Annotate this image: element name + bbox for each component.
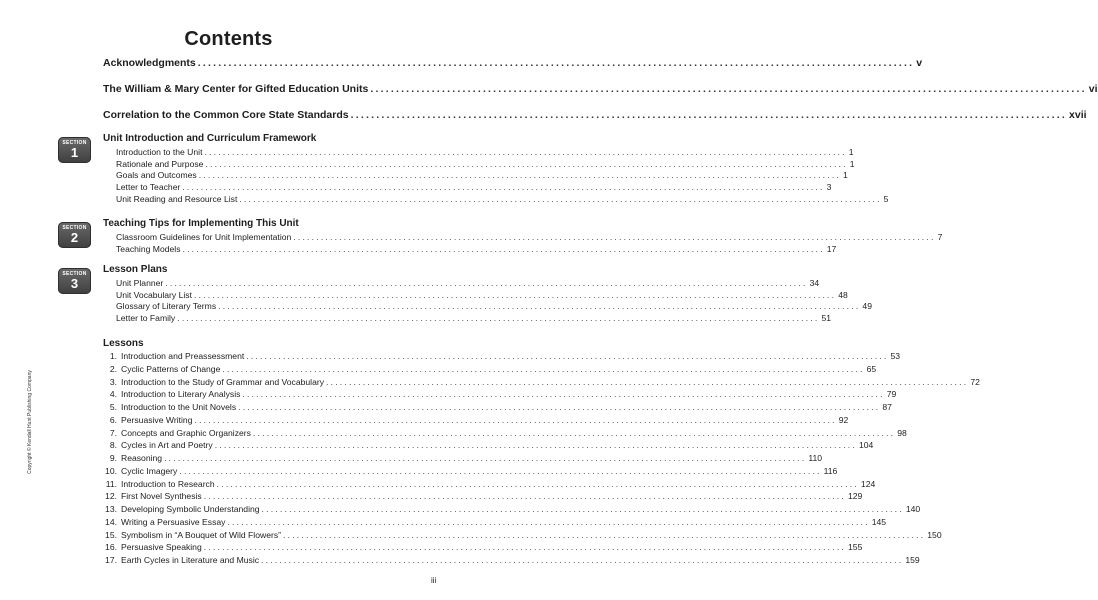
toc-entry-label: The William & Mary Center for Gifted Education Units <box>103 83 369 95</box>
toc-entry-label <box>103 555 259 565</box>
toc-entry-page: 124 <box>860 478 876 489</box>
toc-entry-label <box>103 351 244 361</box>
toc-entry-page: 48 <box>838 289 848 300</box>
leader-dots: ............................................................................................................................................ <box>370 83 1087 95</box>
lesson-entry[interactable] <box>103 414 849 425</box>
lesson-title: Cyclic Patterns of Change <box>121 363 221 374</box>
lesson-number: 1. <box>109 351 117 361</box>
leader-dots: ............................................................................................................................................ <box>182 243 825 254</box>
toc-entry-label <box>103 466 177 476</box>
leader-dots: ............................................................................................................................................ <box>283 529 926 540</box>
leader-dots: ............................................................................................................................................ <box>165 278 808 288</box>
lesson-number: 6. <box>109 414 117 425</box>
lesson-entry[interactable] <box>103 389 897 400</box>
section-1-entry[interactable] <box>116 193 889 204</box>
leader-dots: ............................................................................................................................................ <box>326 376 969 387</box>
section-2-badge: SECTION 2 <box>58 222 91 248</box>
section-1-entry[interactable] <box>116 158 855 169</box>
lesson-number: 3. <box>109 376 117 387</box>
lesson-title: Earth Cycles in Literature and Music <box>121 555 260 565</box>
section-2-entry[interactable] <box>116 243 837 254</box>
lesson-entry[interactable] <box>103 542 863 553</box>
toc-entry-page: 155 <box>848 542 863 553</box>
section-3-entry[interactable] <box>116 289 848 300</box>
toc-entry-page: 51 <box>821 313 832 324</box>
leader-dots: ............................................................................................................................................ <box>242 389 885 400</box>
toc-entry-label: Unit Planner <box>116 278 164 288</box>
lesson-number: 8. <box>109 440 117 451</box>
lesson-entry[interactable] <box>103 351 901 361</box>
section-3-heading: Lesson Plans <box>103 264 168 275</box>
section-3-entry[interactable] <box>116 278 820 288</box>
toc-entry-label <box>103 415 192 425</box>
toc-entry-label <box>103 530 281 540</box>
toc-entry-page: 53 <box>890 351 901 361</box>
lesson-number: 13. <box>105 504 117 514</box>
toc-entry-label <box>103 377 324 387</box>
lesson-entry[interactable] <box>103 465 838 476</box>
leader-dots: ............................................................................................................................................ <box>222 363 865 374</box>
leader-dots: ............................................................................................................................................ <box>193 289 837 300</box>
leader-dots: ............................................................................................................................................ <box>203 542 847 553</box>
lesson-title: Cycles in Art and Poetry <box>121 440 213 451</box>
leader-dots: ............................................................................................................................................ <box>261 504 904 514</box>
toc-entry-page: 116 <box>823 465 838 476</box>
toc-entry-page: 5 <box>883 193 889 204</box>
lesson-entry[interactable] <box>103 402 892 412</box>
toc-entry-page: 92 <box>838 414 849 425</box>
lesson-entry[interactable] <box>103 453 823 463</box>
toc-entry-page: 17 <box>826 243 837 254</box>
lesson-entry[interactable] <box>103 491 863 502</box>
toc-entry-label: Acknowledgments <box>103 57 196 69</box>
lesson-title: Introduction to the Study of Grammar and Vocabulary <box>121 376 325 387</box>
lesson-title: Cyclic Imagery <box>121 465 178 476</box>
toc-entry-page: 1 <box>849 158 855 169</box>
lesson-number: 5. <box>109 402 117 412</box>
toc-entry-label: Letter to Family <box>116 313 176 324</box>
leader-dots: ............................................................................................................................................ <box>214 440 857 451</box>
section-3-entry[interactable] <box>116 313 832 324</box>
toc-entry-label <box>103 491 202 501</box>
lesson-number: 16. <box>105 542 117 553</box>
leader-dots: ............................................................................................................................................ <box>182 182 825 193</box>
toc-entry-label <box>103 517 225 527</box>
lesson-number: 12. <box>105 491 117 502</box>
toc-entry-common-core[interactable] <box>103 109 1087 121</box>
toc-entry-page: 1 <box>843 170 848 181</box>
leader-dots: ............................................................................................................................................ <box>261 555 904 565</box>
leader-dots: ............................................................................................................................................ <box>239 193 882 204</box>
toc-entry-page: 1 <box>848 147 854 157</box>
leader-dots: ............................................................................................................................................ <box>164 453 807 463</box>
toc-entry-page: 129 <box>848 491 863 502</box>
lesson-title: Persuasive Writing <box>121 414 193 425</box>
leader-dots: ............................................................................................................................................ <box>246 351 889 361</box>
lesson-title: Symbolism in “A Bouquet of Wild Flowers” <box>121 529 281 540</box>
toc-entry-page: 145 <box>871 516 887 527</box>
lesson-title: Introduction to the Unit Novels <box>121 402 237 412</box>
toc-entry-page: 150 <box>927 529 942 540</box>
leader-dots: ............................................................................................................................................ <box>216 478 859 489</box>
page-number: iii <box>431 576 437 585</box>
toc-entry-page: 159 <box>905 555 920 565</box>
toc-entry-label: Unit Vocabulary List <box>116 289 192 300</box>
leader-dots: ............................................................................................................................................ <box>218 301 861 312</box>
lesson-entry[interactable] <box>103 555 920 565</box>
toc-entry-label <box>103 428 251 438</box>
toc-entry-label <box>103 389 240 399</box>
lesson-title: Reasoning <box>121 453 163 463</box>
lesson-number: 4. <box>109 389 117 400</box>
leader-dots: ............................................................................................................................................ <box>194 414 837 425</box>
lesson-number: 7. <box>109 427 117 438</box>
lesson-entry[interactable] <box>103 529 942 540</box>
lesson-entry[interactable] <box>103 363 877 374</box>
toc-entry-label: Glossary of Literary Terms <box>116 301 217 312</box>
leader-dots: ............................................................................................................................................ <box>252 427 896 438</box>
toc-entry-label: Classroom Guidelines for Unit Implementation <box>116 232 292 242</box>
lesson-entry[interactable] <box>103 478 876 489</box>
leader-dots: ............................................................................................................................................ <box>197 57 915 69</box>
lesson-title: Writing a Persuasive Essay <box>121 516 226 527</box>
lesson-title: Introduction and Preassessment <box>121 351 245 361</box>
toc-entry-page: 79 <box>886 389 897 400</box>
lessons-heading: Lessons <box>103 338 144 349</box>
page-title: Contents <box>184 28 273 50</box>
lesson-number: 10. <box>105 465 117 476</box>
toc-entry-acknowledgments[interactable] <box>103 57 923 69</box>
toc-entry-page: v <box>916 57 923 69</box>
section-2-heading: Teaching Tips for Implementing This Unit <box>103 218 299 229</box>
copyright-note: Copyright © Kendall Hunt Publishing Company <box>27 370 33 474</box>
lesson-entry[interactable] <box>103 440 874 451</box>
toc-entry-page: 98 <box>897 427 907 438</box>
lesson-title: First Novel Synthesis <box>121 491 202 502</box>
toc-entry-label: Correlation to the Common Core State Standards <box>103 109 349 121</box>
toc-entry-label <box>103 542 202 552</box>
lesson-title: Persuasive Speaking <box>121 542 202 553</box>
leader-dots: ............................................................................................................................................ <box>227 516 870 527</box>
leader-dots: ............................................................................................................................................ <box>204 147 847 157</box>
toc-entry-page: 65 <box>866 363 877 374</box>
toc-entry-center-units[interactable] <box>103 83 1098 95</box>
section-3-entry[interactable] <box>116 301 872 312</box>
lesson-number: 17. <box>105 555 117 565</box>
leader-dots: ............................................................................................................................................ <box>177 313 820 324</box>
section-2-entry[interactable] <box>116 232 943 242</box>
toc-entry-page: 140 <box>905 504 921 514</box>
lesson-number: 2. <box>109 363 117 374</box>
lesson-title: Concepts and Graphic Organizers <box>121 427 251 438</box>
toc-entry-label <box>103 364 220 374</box>
section-1-badge: SECTION 1 <box>58 137 91 163</box>
toc-entry-label: Unit Reading and Resource List <box>116 193 238 204</box>
leader-dots: ............................................................................................................................................ <box>205 158 848 169</box>
section-3-badge: SECTION 3 <box>58 268 91 294</box>
toc-entry-page: 104 <box>859 440 874 451</box>
lesson-title: Introduction to Research <box>121 478 215 489</box>
toc-entry-page: vi <box>1088 83 1098 95</box>
leader-dots: ............................................................................................................................................ <box>203 491 846 502</box>
leader-dots: ............................................................................................................................................ <box>293 232 936 242</box>
toc-entry-page: 110 <box>808 453 823 463</box>
toc-entry-page: 72 <box>970 376 980 387</box>
leader-dots: ............................................................................................................................................ <box>198 170 842 181</box>
lesson-entry[interactable] <box>103 516 887 527</box>
toc-entry-label: Teaching Models <box>116 243 181 254</box>
toc-entry-page: 49 <box>862 301 872 312</box>
lesson-number: 14. <box>105 516 117 527</box>
toc-entry-label <box>103 402 236 412</box>
lesson-title: Introduction to Literary Analysis <box>121 389 241 400</box>
section-1-heading: Unit Introduction and Curriculum Framework <box>103 133 317 144</box>
section-1-entry[interactable] <box>116 147 854 157</box>
lesson-title: Developing Symbolic Understanding <box>121 504 260 514</box>
leader-dots: ............................................................................................................................................ <box>179 465 822 476</box>
toc-entry-label <box>103 453 162 463</box>
toc-entry-page: 34 <box>809 278 820 288</box>
toc-entry-label <box>103 479 215 489</box>
lesson-entry[interactable] <box>103 427 907 438</box>
toc-entry-page: 3 <box>826 182 832 193</box>
toc-entry-label: Rationale and Purpose <box>116 158 204 169</box>
toc-entry-label <box>103 504 260 514</box>
toc-entry-label: Letter to Teacher <box>116 182 181 193</box>
toc-entry-label: Goals and Outcomes <box>116 170 197 181</box>
lesson-number: 15. <box>105 529 117 540</box>
lesson-entry[interactable] <box>103 376 980 387</box>
toc-entry-label: Introduction to the Unit <box>116 147 203 157</box>
lesson-entry[interactable] <box>103 504 921 514</box>
lesson-number: 9. <box>109 453 117 463</box>
toc-entry-page: 87 <box>882 402 892 412</box>
section-1-entry[interactable] <box>116 182 832 193</box>
leader-dots: ............................................................................................................................................ <box>350 109 1068 121</box>
toc-entry-label <box>103 440 213 450</box>
lesson-number: 11. <box>105 478 117 489</box>
toc-entry-page: xvii <box>1069 109 1087 121</box>
section-1-entry[interactable] <box>116 170 848 181</box>
toc-entry-page: 7 <box>937 232 943 242</box>
leader-dots: ............................................................................................................................................ <box>238 402 881 412</box>
